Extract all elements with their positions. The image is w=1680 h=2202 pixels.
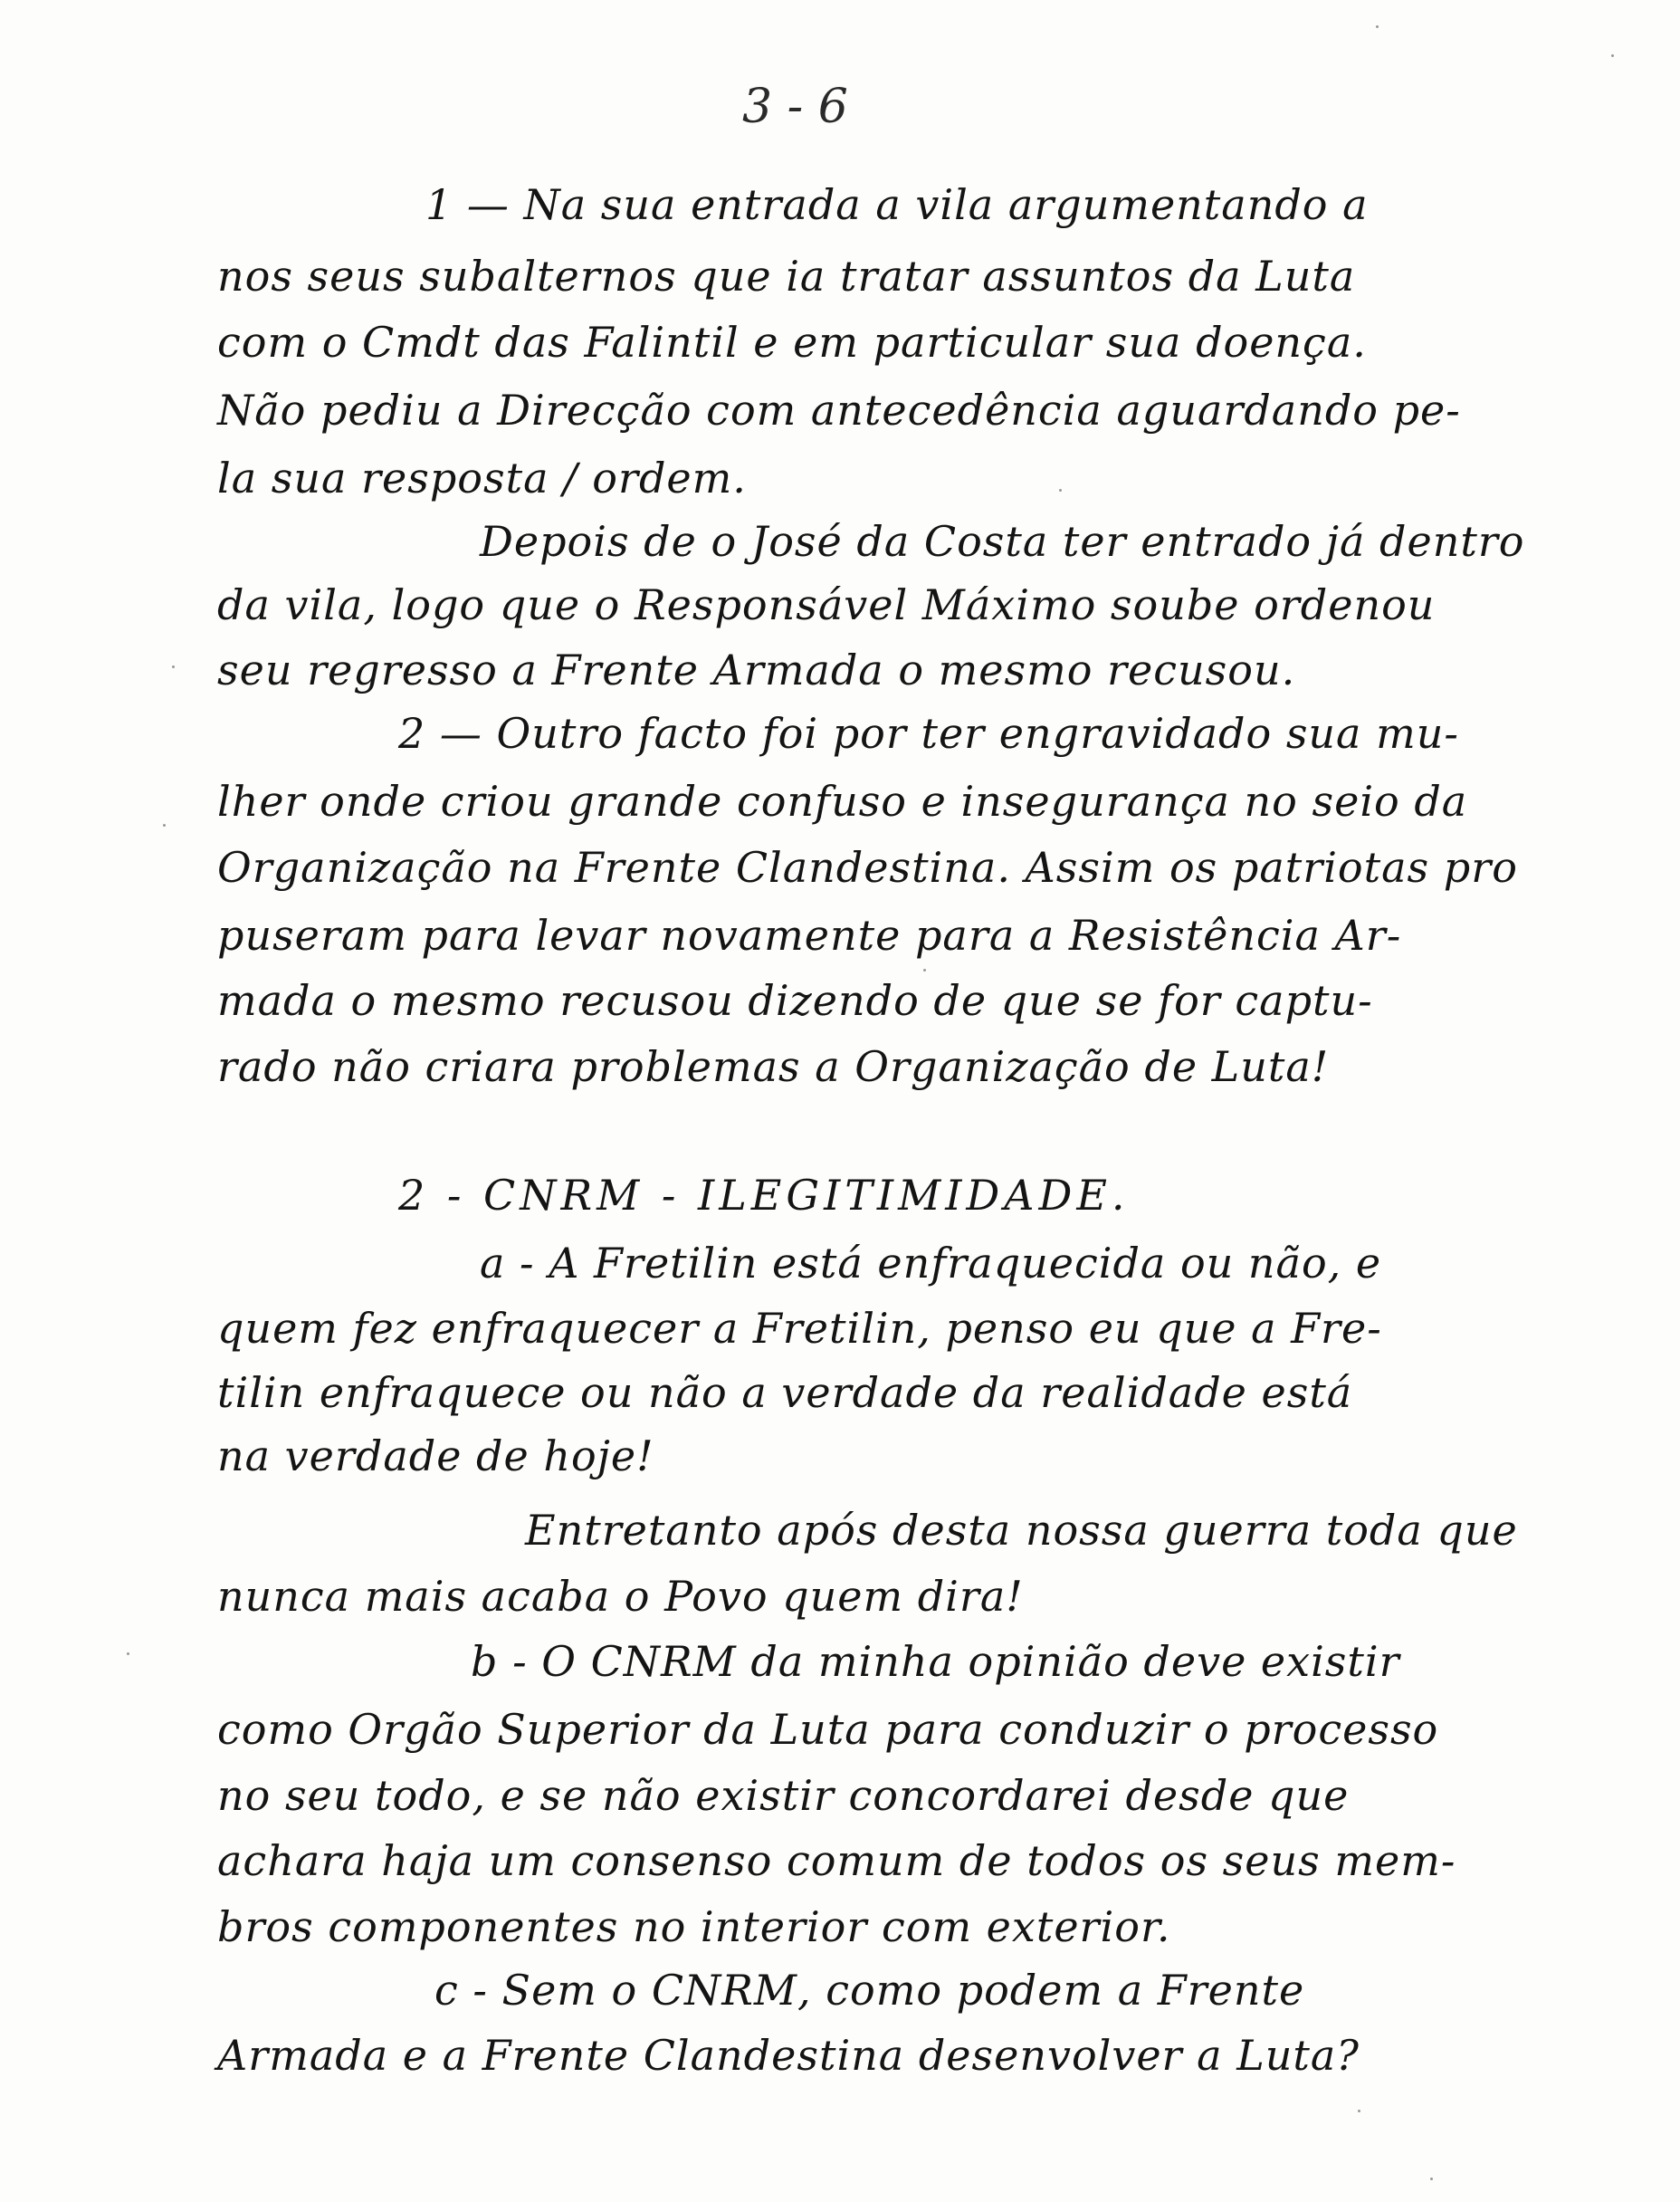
text-line: Não pediu a Direcção com antecedência aguardando pe- — [217, 386, 1461, 435]
text-line: no seu todo, e se não existir concordarei desde que — [217, 1771, 1350, 1820]
text-line: Organização na Frente Clandestina. Assim os patriotas pro — [217, 843, 1518, 892]
text-line: como Orgão Superior da Luta para conduzir o processo — [217, 1705, 1439, 1754]
text-line: c - Sem o CNRM, como podem a Frente — [434, 1966, 1305, 2015]
scan-speck — [1430, 2178, 1433, 2180]
text-line: mada o mesmo recusou dizendo de que se for captu- — [217, 976, 1373, 1025]
text-line: 1 — Na sua entrada a vila argumentando a — [425, 180, 1369, 229]
text-line: a - A Fretilin está enfraquecida ou não, e — [480, 1239, 1382, 1288]
scan-speck — [1358, 2110, 1360, 2112]
text-line: Armada e a Frente Clandestina desenvolver a Luta? — [217, 2031, 1360, 2080]
section-heading: 2 - CNRM - ILEGITIMIDADE. — [398, 1171, 1130, 1220]
scan-speck — [1059, 489, 1062, 492]
scan-speck — [1376, 25, 1379, 28]
text-line: achara haja um consenso comum de todos os seus mem- — [217, 1836, 1456, 1885]
scan-speck — [127, 1652, 129, 1655]
text-line: bros componentes no interior com exterior. — [217, 1902, 1171, 1951]
text-line: rado não criara problemas a Organização de Luta! — [217, 1042, 1330, 1091]
text-line: nos seus subalternos que ia tratar assuntos da Luta — [217, 252, 1356, 301]
text-line: da vila, logo que o Responsável Máximo soube ordenou — [217, 580, 1436, 629]
text-line: lher onde criou grande confuso e insegurança no seio da — [217, 777, 1468, 826]
text-line: puseram para levar novamente para a Resistência Ar- — [217, 911, 1402, 960]
scan-speck — [163, 824, 166, 827]
text-line: la sua resposta / ordem. — [217, 454, 747, 503]
text-line: seu regresso a Frente Armada o mesmo recusou. — [217, 646, 1296, 694]
text-line: Entretanto após desta nossa guerra toda que — [525, 1506, 1518, 1555]
scan-speck — [923, 969, 926, 972]
text-line: b - O CNRM da minha opinião deve existir — [471, 1637, 1400, 1686]
scan-speck — [1611, 54, 1614, 57]
text-line: Depois de o José da Costa ter entrado já dentro — [480, 517, 1525, 566]
text-line: 2 — Outro facto foi por ter engravidado sua mu- — [398, 709, 1459, 758]
text-line: tilin enfraquece ou não a verdade da realidade está — [217, 1368, 1353, 1417]
text-line: nunca mais acaba o Povo quem dira! — [217, 1572, 1024, 1621]
text-line: quem fez enfraquecer a Fretilin, penso eu que a Fre- — [217, 1304, 1382, 1353]
text-line: na verdade de hoje! — [217, 1431, 654, 1480]
scan-speck — [172, 665, 175, 668]
page-number: 3 - 6 — [742, 80, 848, 134]
text-line: com o Cmdt das Falintil e em particular sua doença. — [217, 318, 1367, 367]
